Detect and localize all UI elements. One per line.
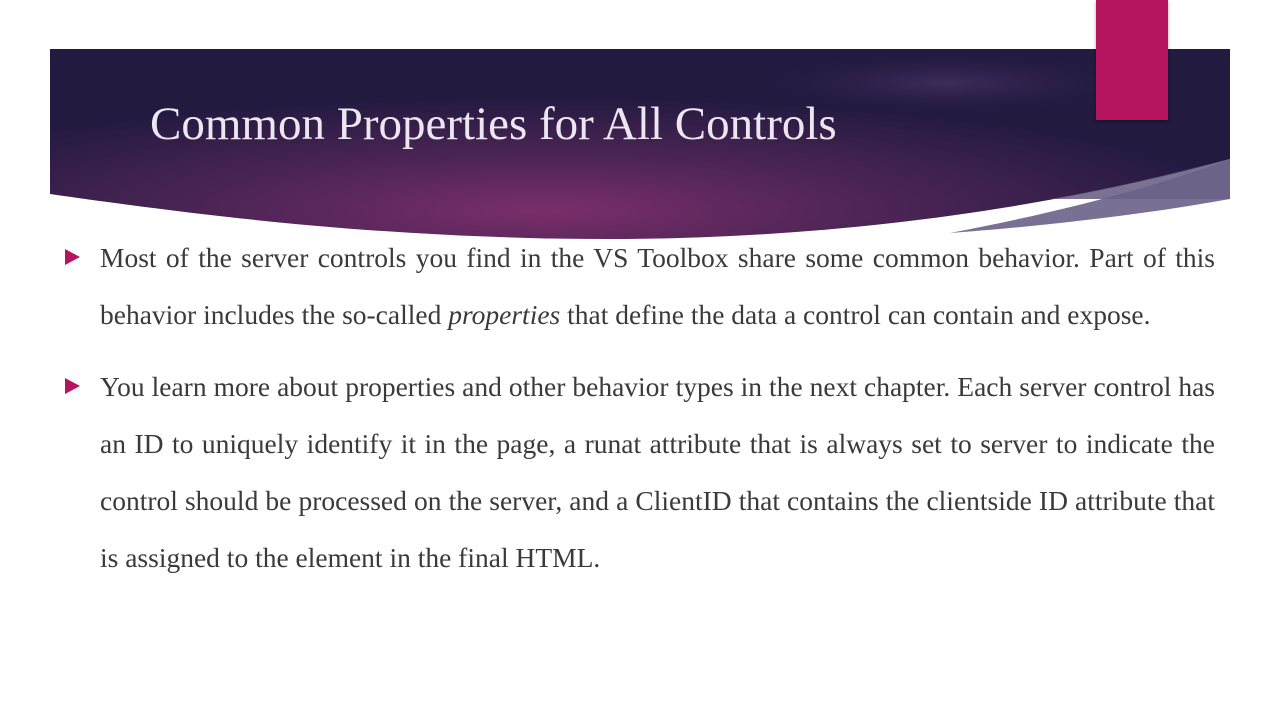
bullet-text-part: Most of the server controls you find in the VS Toolbox share some common behavior. Part of this behavior includes the so-called — [100, 242, 1215, 330]
bullet-text: You learn more about properties and other behavior types in the next chapter. Each server control has an ID to uniquely identify it in the page, a runat attribute that is always set to server to indicate the control should be processed on the server, and a ClientID that contains the clientside ID attribute that is assigned to the element in the final HTML. — [100, 371, 1215, 573]
bullet-emphasis: properties — [448, 299, 561, 330]
slide-title: Common Properties for All Controls — [150, 98, 837, 150]
bullet-text-part: that define the data a control can contain and expose. — [560, 299, 1151, 330]
bullet-item — [65, 358, 1215, 586]
accent-tab — [1096, 0, 1168, 120]
triangle-bullet-icon — [65, 249, 80, 265]
bullet-item — [65, 229, 1215, 343]
triangle-bullet-icon — [65, 378, 80, 394]
bullet-list — [65, 229, 1215, 601]
bullet-text — [100, 242, 1215, 330]
